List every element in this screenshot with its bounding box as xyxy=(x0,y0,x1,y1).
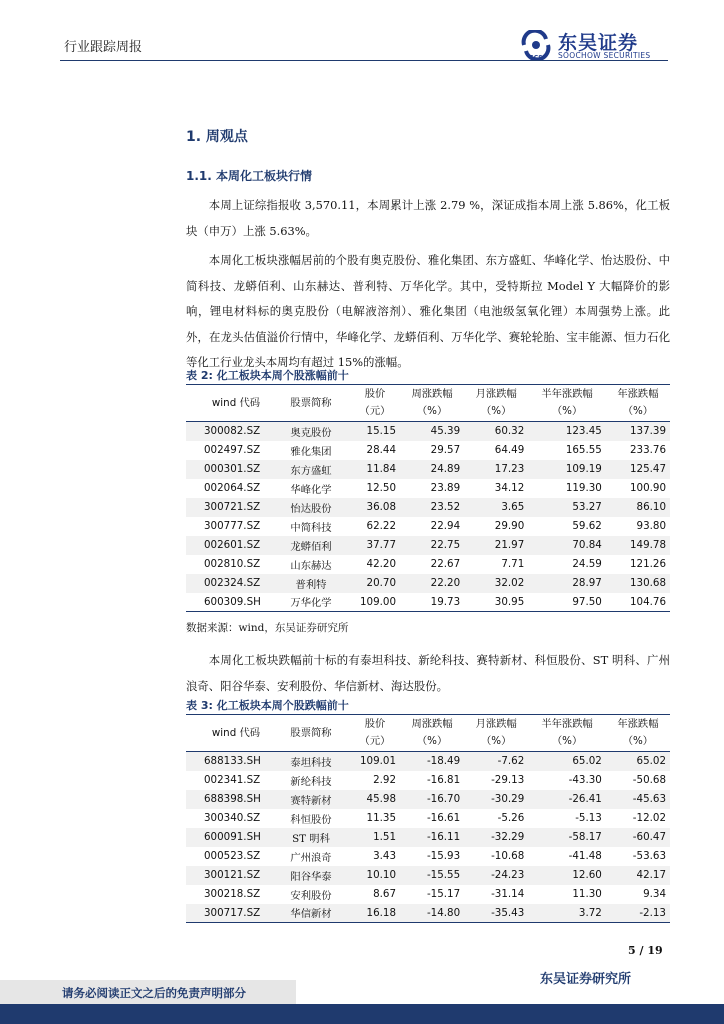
cell-half-year-change: -43.30 xyxy=(568,774,602,786)
cell-year-change: 93.80 xyxy=(636,520,666,532)
col-header-name: 股票简称 xyxy=(290,396,332,409)
cell-week-change: 19.73 xyxy=(430,595,461,608)
table-row xyxy=(186,752,670,771)
cell-year-change: 130.68 xyxy=(629,577,666,589)
cell-code: 002064.SZ xyxy=(204,482,261,494)
table-row xyxy=(186,866,670,885)
cell-week-change: 23.52 xyxy=(430,501,461,513)
cell-name: 怡达股份 xyxy=(290,502,332,515)
cell-price: 37.77 xyxy=(366,539,396,551)
cell-half-year-change: 59.62 xyxy=(572,520,602,532)
cell-half-year-change: 97.50 xyxy=(572,595,602,608)
cell-code: 002810.SZ xyxy=(204,558,261,570)
cell-name: 奥克股份 xyxy=(290,426,332,439)
cell-name: 赛特新材 xyxy=(290,794,332,807)
top-gainers-table xyxy=(186,384,670,612)
table-row xyxy=(186,771,670,790)
cell-week-change: 22.20 xyxy=(430,577,461,589)
cell-month-change: 32.02 xyxy=(494,577,525,589)
cell-month-change: 64.49 xyxy=(494,444,525,456)
cell-half-year-change: 109.19 xyxy=(565,463,602,475)
table-row xyxy=(186,422,670,441)
table-row xyxy=(186,885,670,904)
table-row xyxy=(186,536,670,555)
col-header-price: 股价 （元） xyxy=(359,388,391,417)
cell-year-change: -2.13 xyxy=(639,906,666,919)
cell-price: 62.22 xyxy=(366,520,396,532)
logo-abbr: SCS xyxy=(529,54,543,60)
col-header-week: 周涨跌幅 （%） xyxy=(411,718,453,747)
section-heading: 1. 周观点 xyxy=(186,129,248,145)
cell-price: 2.92 xyxy=(373,774,396,786)
cell-month-change: 34.12 xyxy=(494,482,525,494)
cell-name: 泰坦科技 xyxy=(290,756,332,769)
cell-year-change: -45.63 xyxy=(632,793,666,805)
table-header-row xyxy=(186,715,670,752)
cell-year-change: 125.47 xyxy=(629,463,666,475)
cell-week-change: 24.89 xyxy=(430,463,461,475)
table-row xyxy=(186,460,670,479)
cell-code: 600309.SH xyxy=(204,595,261,608)
cell-month-change: -35.43 xyxy=(491,906,525,919)
cell-month-change: 29.90 xyxy=(494,520,525,532)
table-row xyxy=(186,555,670,574)
cell-price: 45.98 xyxy=(366,793,396,805)
cell-week-change: 23.89 xyxy=(430,482,461,494)
cell-year-change: 100.90 xyxy=(629,482,666,494)
cell-price: 1.51 xyxy=(373,831,396,843)
cell-half-year-change: 123.45 xyxy=(565,425,602,438)
cell-year-change: 233.76 xyxy=(629,444,666,456)
brand-english: SOOCHOW SECURITIES xyxy=(558,51,651,60)
cell-week-change: -16.81 xyxy=(426,774,461,786)
cell-name: 龙蟒佰利 xyxy=(290,540,332,553)
cell-name: 山东赫达 xyxy=(290,559,332,572)
paragraph-market-summary: 本周上证综指报收 3,570.11，本周累计上涨 2.79 %，深证成指本周上涨 5.86%，化工板块（申万）上涨 5.63%。 xyxy=(186,198,670,238)
table-row xyxy=(186,441,670,460)
cell-price: 109.01 xyxy=(359,755,396,768)
top-losers-table xyxy=(186,714,670,923)
page-number: 5 / 19 xyxy=(628,944,663,957)
disclaimer-text: 请务必阅读正文之后的免责声明部分 xyxy=(62,986,246,1000)
footer-stripe xyxy=(0,1004,724,1024)
cell-code: 300218.SZ xyxy=(204,888,261,900)
cell-name: 中简科技 xyxy=(290,521,332,534)
cell-price: 36.08 xyxy=(366,501,396,513)
cell-price: 8.67 xyxy=(373,888,396,900)
col-header-month: 月涨跌幅 （%） xyxy=(475,388,517,417)
cell-week-change: -16.61 xyxy=(426,812,461,824)
col-header-half-year: 半年涨跌幅 （%） xyxy=(541,718,593,747)
cell-half-year-change: 3.72 xyxy=(578,906,602,919)
cell-code: 300340.SZ xyxy=(204,812,261,824)
col-header-year: 年涨跌幅 （%） xyxy=(617,388,659,417)
cell-month-change: 60.32 xyxy=(494,425,525,438)
cell-half-year-change: -5.13 xyxy=(575,812,602,824)
cell-code: 300777.SZ xyxy=(204,520,261,532)
cell-half-year-change: 165.55 xyxy=(565,444,602,456)
cell-month-change: -10.68 xyxy=(491,850,525,862)
cell-price: 16.18 xyxy=(366,906,396,919)
cell-week-change: -15.93 xyxy=(426,850,461,862)
col-header-half-year: 半年涨跌幅 （%） xyxy=(541,388,593,417)
cell-code: 688133.SH xyxy=(204,755,261,768)
cell-half-year-change: 53.27 xyxy=(572,501,602,513)
col-header-code: wind 代码 xyxy=(211,726,261,739)
data-source-note: 数据来源：wind，东吴证券研究所 xyxy=(186,622,349,634)
col-header-year: 年涨跌幅 （%） xyxy=(617,718,659,747)
cell-code: 000523.SZ xyxy=(204,850,261,862)
table-row xyxy=(186,517,670,536)
col-header-week: 周涨跌幅 （%） xyxy=(411,388,453,417)
cell-price: 109.00 xyxy=(359,595,396,608)
cell-year-change: -12.02 xyxy=(632,812,666,824)
footer-institute: 东吴证券研究所 xyxy=(540,972,632,987)
cell-week-change: -16.70 xyxy=(426,793,461,805)
cell-year-change: 65.02 xyxy=(636,755,666,768)
cell-code: 000301.SZ xyxy=(204,463,261,475)
cell-name: 阳谷华泰 xyxy=(290,870,332,883)
cell-half-year-change: 119.30 xyxy=(565,482,602,494)
report-type-label: 行业跟踪周报 xyxy=(64,40,143,55)
table3-caption: 表 3: 化工板块本周个股跌幅前十 xyxy=(186,699,349,712)
cell-week-change: -18.49 xyxy=(426,755,461,768)
cell-week-change: -15.17 xyxy=(426,888,461,900)
table-row xyxy=(186,828,670,847)
cell-half-year-change: -58.17 xyxy=(568,831,602,843)
cell-week-change: 45.39 xyxy=(430,425,461,438)
cell-code: 600091.SH xyxy=(204,831,261,843)
cell-price: 11.35 xyxy=(366,812,396,824)
cell-month-change: 17.23 xyxy=(494,463,525,475)
cell-month-change: -31.14 xyxy=(491,888,525,900)
cell-half-year-change: 12.60 xyxy=(572,869,602,881)
cell-price: 20.70 xyxy=(366,577,396,589)
cell-code: 300717.SZ xyxy=(204,906,261,919)
cell-name: 华信新材 xyxy=(290,908,332,921)
paragraph-top-losers: 本周化工板块跌幅前十标的有泰坦科技、新纶科技、赛特新材、科恒股份、ST 明科、广州浪奇、阳谷华泰、安利股份、华信新材、海达股份。 xyxy=(186,653,670,693)
cell-year-change: 137.39 xyxy=(629,425,666,438)
cell-week-change: -15.55 xyxy=(426,869,461,881)
cell-month-change: -29.13 xyxy=(491,774,525,786)
cell-month-change: -24.23 xyxy=(491,869,525,881)
brand-name: 东吴证券 xyxy=(558,32,639,54)
table-row xyxy=(186,593,670,612)
table-row xyxy=(186,809,670,828)
cell-half-year-change: -26.41 xyxy=(568,793,602,805)
cell-month-change: 30.95 xyxy=(494,595,525,608)
cell-month-change: 21.97 xyxy=(494,539,525,551)
cell-code: 002601.SZ xyxy=(204,539,261,551)
col-header-month: 月涨跌幅 （%） xyxy=(475,718,517,747)
table-row xyxy=(186,847,670,866)
cell-half-year-change: -41.48 xyxy=(568,850,602,862)
cell-year-change: 121.26 xyxy=(629,558,666,570)
header-divider xyxy=(60,60,668,61)
table2-caption: 表 2: 化工板块本周个股涨幅前十 xyxy=(186,369,349,382)
subsection-heading: 1.1. 本周化工板块行情 xyxy=(186,169,312,183)
cell-name: 普利特 xyxy=(295,578,327,591)
soochow-logo-icon xyxy=(520,30,552,60)
cell-price: 11.84 xyxy=(366,463,396,475)
cell-year-change: 149.78 xyxy=(629,539,666,551)
cell-week-change: -14.80 xyxy=(426,906,461,919)
cell-half-year-change: 11.30 xyxy=(572,888,602,900)
table-row xyxy=(186,479,670,498)
col-header-name: 股票简称 xyxy=(290,726,332,739)
cell-name: 新纶科技 xyxy=(290,775,332,788)
cell-month-change: -30.29 xyxy=(491,793,525,805)
cell-name: 雅化集团 xyxy=(290,445,332,458)
cell-code: 688398.SH xyxy=(204,793,261,805)
cell-code: 300121.SZ xyxy=(204,869,261,881)
cell-year-change: 104.76 xyxy=(629,595,666,608)
cell-name: 万华化学 xyxy=(290,597,332,610)
table-row xyxy=(186,904,670,923)
brand-logo xyxy=(520,28,668,62)
cell-week-change: 22.67 xyxy=(430,558,461,570)
cell-year-change: 9.34 xyxy=(643,888,666,900)
cell-half-year-change: 28.97 xyxy=(572,577,602,589)
cell-week-change: 22.94 xyxy=(430,520,461,532)
cell-year-change: 42.17 xyxy=(636,869,666,881)
cell-name: 科恒股份 xyxy=(290,813,332,826)
cell-price: 42.20 xyxy=(366,558,396,570)
cell-name: 东方盛虹 xyxy=(290,464,332,477)
cell-code: 002497.SZ xyxy=(204,444,261,456)
cell-year-change: 86.10 xyxy=(636,501,666,513)
cell-month-change: 7.71 xyxy=(501,558,525,570)
cell-month-change: -7.62 xyxy=(497,755,525,768)
cell-price: 12.50 xyxy=(366,482,396,494)
cell-year-change: -50.68 xyxy=(632,774,666,786)
cell-month-change: -5.26 xyxy=(497,812,525,824)
col-header-price: 股价 （元） xyxy=(359,718,391,747)
cell-week-change: 22.75 xyxy=(430,539,461,551)
cell-year-change: -60.47 xyxy=(632,831,666,843)
cell-half-year-change: 70.84 xyxy=(572,539,602,551)
cell-week-change: 29.57 xyxy=(430,444,461,456)
cell-year-change: -53.63 xyxy=(632,850,666,862)
col-header-code: wind 代码 xyxy=(211,396,261,409)
cell-name: ST 明科 xyxy=(292,832,330,845)
table-row xyxy=(186,498,670,517)
paragraph-top-gainers: 本周化工板块涨幅居前的个股有奥克股份、雅化集团、东方盛虹、华峰化学、怡达股份、中简科技、龙蟒佰利、山东赫达、普利特、万华化学。其中，受特斯拉 Model Y 大幅降价的影响，锂电材料标的奥克股份（电解液溶剂）、雅化集团（电池级氢氧化锂）本周强势上涨。此外，在龙头估值溢价行情中，华峰化学、龙蟒佰利、万华化学、赛轮轮胎、宝丰能源、恒力石化等化工行业龙头本周均有超过 15%的涨幅。 xyxy=(186,253,670,369)
cell-code: 002324.SZ xyxy=(204,577,261,589)
cell-price: 3.43 xyxy=(373,850,396,862)
cell-code: 300082.SZ xyxy=(204,425,261,438)
cell-price: 28.44 xyxy=(366,444,396,456)
cell-code: 002341.SZ xyxy=(204,774,261,786)
cell-code: 300721.SZ xyxy=(204,501,261,513)
cell-name: 广州浪奇 xyxy=(290,851,332,864)
cell-name: 华峰化学 xyxy=(290,483,332,496)
cell-month-change: -32.29 xyxy=(491,831,525,843)
cell-name: 安利股份 xyxy=(290,889,332,902)
table-row xyxy=(186,790,670,809)
cell-price: 10.10 xyxy=(366,869,396,881)
cell-half-year-change: 65.02 xyxy=(572,755,602,768)
cell-week-change: -16.11 xyxy=(426,831,461,843)
table-header-row xyxy=(186,385,670,422)
cell-price: 15.15 xyxy=(366,425,396,438)
cell-half-year-change: 24.59 xyxy=(572,558,602,570)
table-row xyxy=(186,574,670,593)
cell-month-change: 3.65 xyxy=(501,501,525,513)
